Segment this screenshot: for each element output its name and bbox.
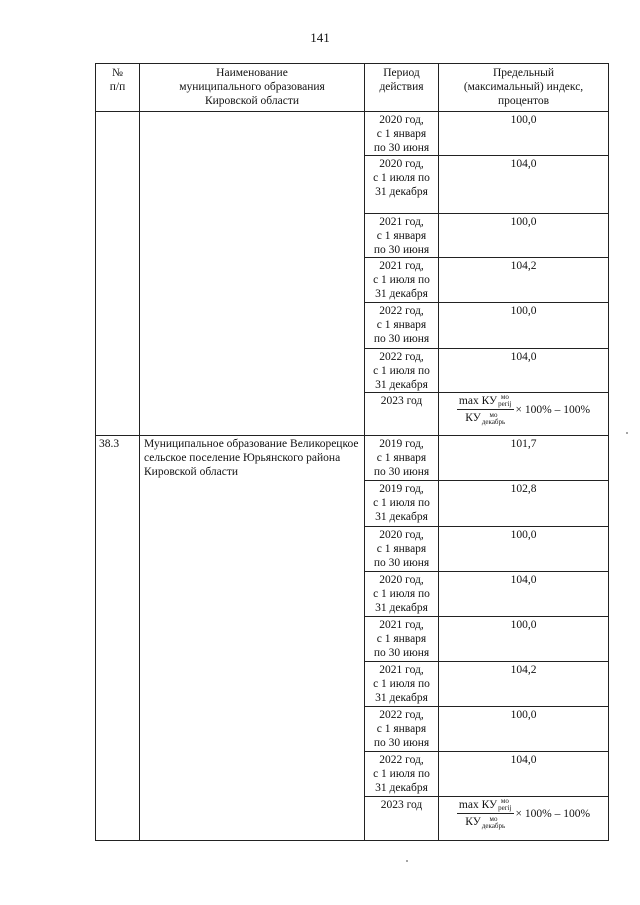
period-cell: 2023 год xyxy=(365,393,439,436)
formula-numerator-sup: мо xyxy=(500,393,509,402)
formula-numerator-sub: регіј xyxy=(498,804,512,813)
formula-numerator xyxy=(457,394,514,410)
formula-fraction xyxy=(457,798,514,830)
formula-denominator-sub: декабрь xyxy=(481,417,506,426)
period-cell: 2020 год, с 1 июля по 31 декабря xyxy=(365,156,439,214)
scan-speck xyxy=(626,432,628,434)
index-cell: 100,0 xyxy=(439,303,609,349)
formula-denominator xyxy=(463,814,507,829)
period-cell: 2020 год, с 1 января по 30 июня xyxy=(365,112,439,156)
period-cell: 2023 год xyxy=(365,797,439,841)
index-cell: 100,0 xyxy=(439,527,609,572)
index-cell: 100,0 xyxy=(439,112,609,156)
period-cell: 2019 год, с 1 января по 30 июня xyxy=(365,436,439,481)
index-cell: 100,0 xyxy=(439,617,609,662)
index-formula xyxy=(439,798,608,830)
formula-denominator-text: КУ xyxy=(465,816,481,829)
header-period: Период действия xyxy=(365,64,439,112)
formula-denominator xyxy=(463,410,507,425)
formula-denominator-sub: декабрь xyxy=(481,821,506,830)
index-formula-cell xyxy=(439,797,609,841)
scan-speck xyxy=(406,860,408,862)
formula-tail: × 100% – 100% xyxy=(515,807,591,820)
index-cell: 100,0 xyxy=(439,214,609,258)
period-cell: 2021 год, с 1 января по 30 июня xyxy=(365,617,439,662)
formula-denominator-sup: мо xyxy=(489,814,498,823)
header-index: Предельный (максимальный) индекс, процентов xyxy=(439,64,609,112)
index-cell: 104,0 xyxy=(439,752,609,797)
index-cell: 102,8 xyxy=(439,481,609,527)
formula-fraction xyxy=(457,394,514,426)
name-cell-continued xyxy=(140,112,365,436)
index-cell: 104,2 xyxy=(439,258,609,303)
formula-denominator-text: КУ xyxy=(465,412,481,425)
municipality-name: Муниципальное образование Великорецкое сельское поселение Юрьянского района Кировской области xyxy=(140,436,365,841)
formula-numerator-sub: регіј xyxy=(498,400,512,409)
period-cell: 2021 год, с 1 июля по 31 декабря xyxy=(365,258,439,303)
header-row xyxy=(96,64,609,112)
period-cell: 2020 год, с 1 июля по 31 декабря xyxy=(365,572,439,617)
index-cell: 100,0 xyxy=(439,707,609,752)
index-cell: 104,0 xyxy=(439,156,609,214)
period-cell: 2021 год, с 1 июля по 31 декабря xyxy=(365,662,439,707)
formula-numerator-text: max КУ xyxy=(458,395,498,407)
header-name: Наименование муниципального образования Кировской области xyxy=(140,64,365,112)
entry-number: 38.3 xyxy=(96,436,140,841)
table-row xyxy=(96,112,609,156)
page-number: 141 xyxy=(310,30,330,45)
index-cell: 101,7 xyxy=(439,436,609,481)
formula-numerator-sup: мо xyxy=(500,797,509,806)
num-cell-continued xyxy=(96,112,140,436)
period-cell: 2022 год, с 1 января по 30 июня xyxy=(365,303,439,349)
period-cell: 2021 год, с 1 января по 30 июня xyxy=(365,214,439,258)
index-formula xyxy=(439,394,608,426)
formula-numerator-text: max КУ xyxy=(458,799,498,811)
index-formula-cell xyxy=(439,393,609,436)
table-row xyxy=(96,436,609,481)
index-table xyxy=(95,63,609,841)
header-num: № п/п xyxy=(96,64,140,112)
index-cell: 104,2 xyxy=(439,662,609,707)
formula-denominator-sup: мо xyxy=(489,410,498,419)
period-cell: 2020 год, с 1 января по 30 июня xyxy=(365,527,439,572)
formula-numerator xyxy=(457,798,514,814)
index-cell: 104,0 xyxy=(439,572,609,617)
formula-tail: × 100% – 100% xyxy=(515,403,591,416)
period-cell: 2022 год, с 1 января по 30 июня xyxy=(365,707,439,752)
period-cell: 2022 год, с 1 июля по 31 декабря xyxy=(365,752,439,797)
period-cell: 2022 год, с 1 июля по 31 декабря xyxy=(365,349,439,393)
index-cell: 104,0 xyxy=(439,349,609,393)
period-cell: 2019 год, с 1 июля по 31 декабря xyxy=(365,481,439,527)
